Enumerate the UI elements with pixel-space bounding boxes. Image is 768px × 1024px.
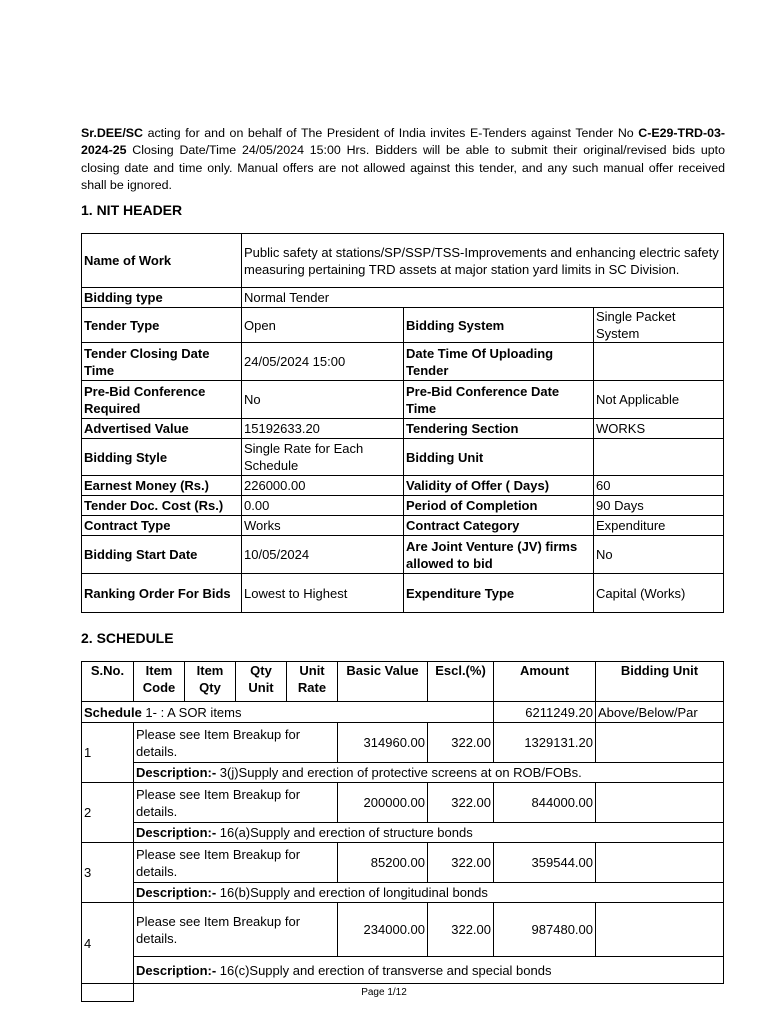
- adv-value: 15192633.20: [242, 419, 404, 439]
- header-basic-value: Basic Value: [338, 662, 428, 702]
- bidding-type-label: Bidding type: [82, 288, 242, 308]
- doc-cost-label: Tender Doc. Cost (Rs.): [82, 496, 242, 516]
- tendering-section-label: Tendering Section: [404, 419, 594, 439]
- description-label: Description:-: [136, 765, 217, 780]
- header-sno: S.No.: [82, 662, 134, 702]
- item-escl: 322.00: [428, 843, 494, 883]
- bidding-type-value: Normal Tender: [242, 288, 724, 308]
- emd-label: Earnest Money (Rs.): [82, 476, 242, 496]
- header-unit-rate: Unit Rate: [287, 662, 338, 702]
- nit-header-table: [81, 233, 724, 613]
- closing-value: 24/05/2024 15:00: [242, 343, 404, 381]
- schedule-bidding-unit: Above/Below/Par: [596, 702, 724, 723]
- bidding-system-label: Bidding System: [404, 308, 594, 343]
- prebid-date-label: Pre-Bid Conference Date Time: [404, 381, 594, 419]
- validity-value: 60: [594, 476, 724, 496]
- uploading-label: Date Time Of Uploading Tender: [404, 343, 594, 381]
- description-text: 16(a)Supply and erection of structure bonds: [216, 825, 473, 840]
- intro-paragraph: [81, 125, 725, 195]
- bidding-system-value: Single Packet System: [594, 308, 724, 343]
- tender-type-value: Open: [242, 308, 404, 343]
- item-bidding-unit: [596, 783, 724, 823]
- item-bidding-unit: [596, 843, 724, 883]
- validity-label: Validity of Offer ( Days): [404, 476, 594, 496]
- expenditure-type-value: Capital (Works): [594, 574, 724, 613]
- contract-type-label: Contract Type: [82, 516, 242, 536]
- bidding-style-label: Bidding Style: [82, 439, 242, 476]
- description-text: 16(b)Supply and erection of longitudinal bonds: [216, 885, 488, 900]
- tender-type-label: Tender Type: [82, 308, 242, 343]
- header-item-qty: Item Qty: [185, 662, 236, 702]
- ranking-value: Lowest to Highest: [242, 574, 404, 613]
- emd-value: 226000.00: [242, 476, 404, 496]
- description-label: Description:-: [136, 962, 217, 978]
- schedule-label: Schedule: [84, 704, 142, 720]
- table-row: [82, 723, 724, 763]
- item-text: Please see Item Breakup for details.: [134, 723, 338, 763]
- item-description: [134, 823, 724, 843]
- bidding-style-value: Single Rate for Each Schedule: [242, 439, 404, 476]
- header-item-code: Item Code: [134, 662, 185, 702]
- header-bidding-unit: Bidding Unit: [596, 662, 724, 702]
- page-number: Page 1/12: [361, 987, 407, 998]
- name-of-work-value: Public safety at stations/SP/SSP/TSS-Improvements and enhancing electric safety measuring pertaining TRD assets at major station yard limits in SC Division.: [242, 234, 724, 288]
- section-title-schedule: 2. SCHEDULE: [81, 630, 174, 646]
- item-basic-value: 200000.00: [338, 783, 428, 823]
- expenditure-type-label: Expenditure Type: [404, 574, 594, 613]
- closing-label: Tender Closing Date Time: [82, 343, 242, 381]
- item-sno: 4: [82, 903, 134, 984]
- table-row: [82, 823, 724, 843]
- table-row: [82, 783, 724, 823]
- tender-number: C-E29-TRD-03-2024-25: [81, 126, 725, 158]
- table-row: [82, 957, 724, 984]
- schedule-label-cell: [82, 702, 494, 723]
- table-row: [82, 903, 724, 957]
- item-basic-value: 234000.00: [338, 903, 428, 957]
- item-bidding-unit: [596, 723, 724, 763]
- contract-type-value: Works: [242, 516, 404, 536]
- table-row: [82, 883, 724, 903]
- schedule-table: [81, 661, 724, 1002]
- item-bidding-unit: [596, 903, 724, 957]
- description-label: Description:-: [136, 885, 217, 900]
- prebid-date-value: Not Applicable: [594, 381, 724, 419]
- item-basic-value: 314960.00: [338, 723, 428, 763]
- item-description: [134, 957, 724, 984]
- uploading-value: [594, 343, 724, 381]
- item-amount: 844000.00: [494, 783, 596, 823]
- tendering-section-value: WORKS: [594, 419, 724, 439]
- schedule-header-row: [82, 662, 724, 702]
- description-text: 16(c)Supply and erection of transverse and special bonds: [216, 962, 552, 978]
- prebid-label: Pre-Bid Conference Required: [82, 381, 242, 419]
- start-date-value: 10/05/2024: [242, 536, 404, 574]
- adv-value-label: Advertised Value: [82, 419, 242, 439]
- bidding-unit-value: [594, 439, 724, 476]
- item-sno: 1: [82, 723, 134, 783]
- item-amount: 1329131.20: [494, 723, 596, 763]
- item-text: Please see Item Breakup for details.: [134, 783, 338, 823]
- table-row: [82, 763, 724, 783]
- item-amount: 987480.00: [494, 903, 596, 957]
- header-qty-unit: Qty Unit: [236, 662, 287, 702]
- table-row: [82, 843, 724, 883]
- intro-text-1: acting for and on behalf of The President of India invites E-Tenders against Tender No: [142, 126, 639, 140]
- start-date-label: Bidding Start Date: [82, 536, 242, 574]
- item-description: [134, 763, 724, 783]
- item-text: Please see Item Breakup for details.: [134, 843, 338, 883]
- bidding-unit-label: Bidding Unit: [404, 439, 594, 476]
- ranking-label: Ranking Order For Bids: [82, 574, 242, 613]
- item-amount: 359544.00: [494, 843, 596, 883]
- description-text: 3(j)Supply and erection of protective screens at on ROB/FOBs.: [216, 765, 582, 780]
- header-escl: Escl.(%): [428, 662, 494, 702]
- section-title-nit: 1. NIT HEADER: [81, 202, 183, 218]
- jv-label: Are Joint Venture (JV) firms allowed to bid: [404, 536, 594, 574]
- item-sno: 2: [82, 783, 134, 843]
- doc-cost-value: 0.00: [242, 496, 404, 516]
- header-amount: Amount: [494, 662, 596, 702]
- officer: Sr.DEE/SC: [81, 126, 143, 140]
- name-of-work-label: Name of Work: [82, 234, 242, 288]
- prebid-value: No: [242, 381, 404, 419]
- contract-category-value: Expenditure: [594, 516, 724, 536]
- schedule-amount: 6211249.20: [494, 702, 596, 723]
- item-escl: 322.00: [428, 903, 494, 957]
- schedule-name: 1- : A SOR items: [141, 704, 242, 720]
- contract-category-label: Contract Category: [404, 516, 594, 536]
- item-text: Please see Item Breakup for details.: [134, 903, 338, 957]
- completion-label: Period of Completion: [404, 496, 594, 516]
- description-label: Description:-: [136, 825, 217, 840]
- item-sno: 3: [82, 843, 134, 903]
- item-escl: 322.00: [428, 723, 494, 763]
- jv-value: No: [594, 536, 724, 574]
- completion-value: 90 Days: [594, 496, 724, 516]
- schedule-summary-row: [82, 702, 724, 723]
- item-basic-value: 85200.00: [338, 843, 428, 883]
- item-escl: 322.00: [428, 783, 494, 823]
- intro-text-2: Closing Date/Time 24/05/2024 15:00 Hrs. Bidders will be able to submit their original/revised bids upto closing date and time only. Manual offers are not allowed against this tender, and any such manual offer received shall be ignored.: [81, 143, 725, 193]
- item-description: [134, 883, 724, 903]
